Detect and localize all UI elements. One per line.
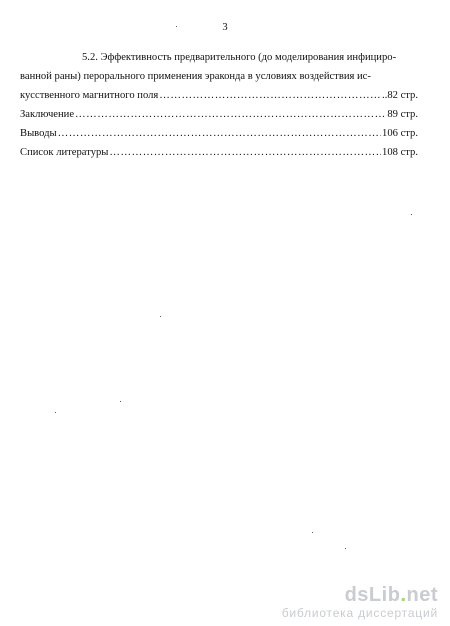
toc-entry-findings-page: 106 стр. <box>382 128 418 139</box>
leader-dots <box>109 143 381 162</box>
toc-entry-findings <box>20 124 418 143</box>
scan-speck <box>120 401 121 402</box>
scan-speck <box>312 532 313 533</box>
leader-dots <box>58 124 381 143</box>
leader-dots <box>75 105 386 124</box>
toc-entry-5-2-line-1: 5.2. Эффективность предварительного (до моделирования инфициро- <box>82 52 397 63</box>
watermark <box>282 584 438 620</box>
toc-entry-5-2-line-2: ванной раны) перорального применения эраконда в условиях воздействия ис- <box>20 71 371 82</box>
scan-speck <box>160 316 161 317</box>
scan-speck <box>55 412 56 413</box>
watermark-logo-dot: . <box>400 584 407 606</box>
toc-entry-conclusion-label: Заключение <box>20 109 75 120</box>
toc-entry-references-page: 108 стр. <box>382 147 418 158</box>
toc-entry-conclusion-page: 89 стр. <box>387 109 418 120</box>
toc-entry-5-2-page: ..82 стр. <box>382 90 418 101</box>
scan-speck <box>345 548 346 549</box>
table-of-contents <box>20 48 418 162</box>
scan-speck <box>176 26 177 27</box>
watermark-logo-main: dsLib <box>344 584 401 606</box>
watermark-logo-tld: net <box>406 584 438 606</box>
watermark-logo <box>282 584 438 606</box>
scan-speck <box>411 214 412 215</box>
toc-entry-5-2-line-3 <box>20 86 418 105</box>
page-number: 3 <box>222 22 228 33</box>
toc-entry-findings-label: Выводы <box>20 128 57 139</box>
toc-entry-references <box>20 143 418 162</box>
watermark-subtitle: библиотека диссертаций <box>281 606 438 620</box>
leader-dots <box>159 86 381 105</box>
toc-entry-conclusion <box>20 105 418 124</box>
toc-entry-5-2-label-end: кусственного магнитного поля <box>20 90 159 101</box>
toc-entry-references-label: Список литературы <box>20 147 109 158</box>
